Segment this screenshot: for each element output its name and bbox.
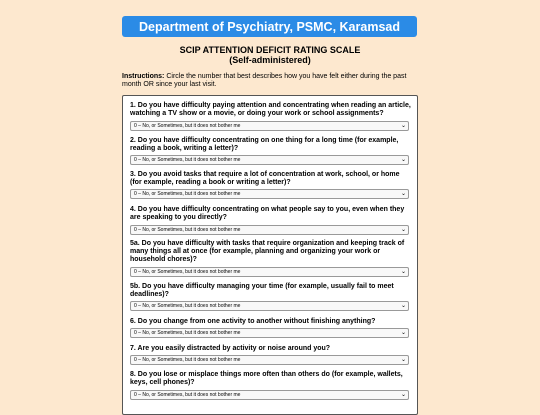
instructions [122,73,418,89]
instructions-text: Circle the number that best describes how you have felt either during the past month OR since your last visit. [122,73,407,89]
question-7-select[interactable] [130,355,409,365]
chevron-down-icon: ⌄ [400,227,406,233]
question-5a-label: 5a. Do you have difficulty with tasks that require organization and keeping track of many things all at once (for example, planning and organizing your work or household chores)? [130,240,405,264]
chevron-down-icon: ⌄ [400,123,406,129]
question-1-select[interactable] [130,121,409,131]
question-7-selected: 0 – No, or Sometimes, but it does not bother me [134,357,241,363]
question-5b-label: 5b. Do you have difficulty managing your time (for example, usually fail to meet deadlines)? [130,283,394,299]
question-5a-select[interactable] [130,267,409,277]
question-1-selected: 0 – No, or Sometimes, but it does not bother me [134,123,241,129]
chevron-down-icon: ⌄ [400,330,406,336]
question-4-selected: 0 – No, or Sometimes, but it does not bother me [134,227,241,233]
question-4-label: 4. Do you have difficulty concentrating on what people say to you, even when they are speaking to you directly? [130,206,405,222]
chevron-down-icon: ⌄ [400,357,406,363]
department-title: Department of Psychiatry, PSMC, Karamsad [139,19,400,34]
question-8-selected: 0 – No, or Sometimes, but it does not bother me [134,392,241,398]
question-8-label: 8. Do you lose or misplace things more often than others do (for example, wallets, keys, cell phones)? [130,371,403,387]
question-8-select[interactable] [130,390,409,400]
chevron-down-icon: ⌄ [400,191,406,197]
question-5a-selected: 0 – No, or Sometimes, but it does not bother me [134,269,241,275]
instructions-label: Instructions: [122,73,165,80]
question-7-label: 7. Are you easily distracted by activity or noise around you? [130,345,331,352]
question-6-select[interactable] [130,328,409,338]
question-1-label: 1. Do you have difficulty paying attention and concentrating when reading an article, watching a TV show or a movie, or doing your work or school assignments? [130,102,411,118]
question-5b-selected: 0 – No, or Sometimes, but it does not bother me [134,303,241,309]
department-banner [122,16,417,37]
question-6-selected: 0 – No, or Sometimes, but it does not bother me [134,330,241,336]
question-3-selected: 0 – No, or Sometimes, but it does not bother me [134,191,241,197]
scale-title: SCIP ATTENTION DEFICIT RATING SCALE [179,45,361,55]
question-3-label: 3. Do you avoid tasks that require a lot of concentration at work, school, or home (for example, reading a book or writing a letter)? [130,171,400,187]
question-2-label: 2. Do you have difficulty concentrating on one thing for a long time (for example, reading a book, writing a letter)? [130,137,399,153]
chevron-down-icon: ⌄ [400,392,406,398]
question-4-select[interactable] [130,225,409,235]
scale-subtitle: (Self-administered) [229,55,311,65]
chevron-down-icon: ⌄ [400,157,406,163]
chevron-down-icon: ⌄ [400,303,406,309]
chevron-down-icon: ⌄ [400,269,406,275]
question-2-selected: 0 – No, or Sometimes, but it does not bother me [134,157,241,163]
question-6-label: 6. Do you change from one activity to another without finishing anything? [130,318,376,325]
question-5b-select[interactable] [130,301,409,311]
question-3-select[interactable] [130,189,409,199]
question-2-select[interactable] [130,155,409,165]
